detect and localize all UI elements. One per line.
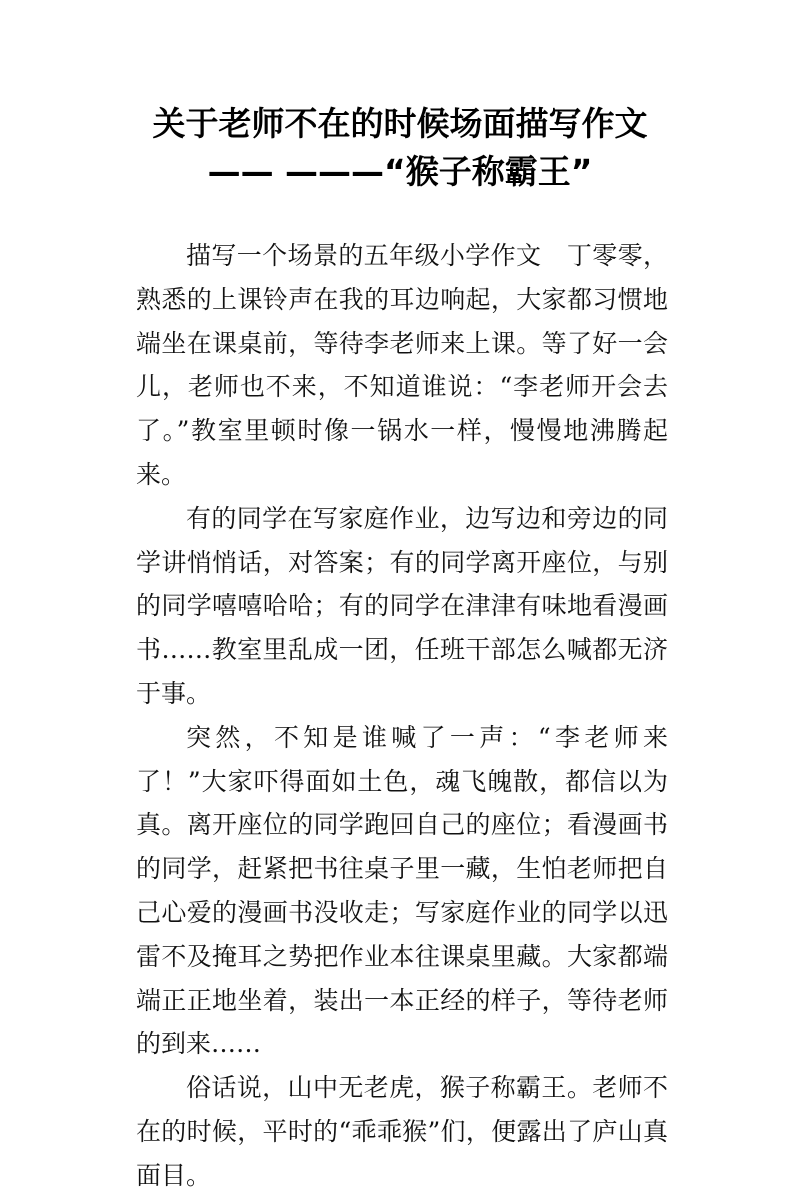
paragraph: 有的同学在写家庭作业，边写边和旁边的同学讲悄悄话，对答案；有的同学离开座位，与别的同学嘻嘻哈哈；有的同学在津津有味地看漫画书……教室里乱成一团，任班干部怎么喊都无济于事。 xyxy=(136,503,668,708)
paragraph: 描写一个场景的五年级小学作文 丁零零，熟悉的上课铃声在我的耳边响起，大家都习惯地端坐在课桌前，等待李老师来上课。等了好一会儿，老师也不来，不知道谁说：“李老师开会去了。”教室里顿时像一锅水一样，慢慢地沸腾起来。 xyxy=(136,241,668,489)
document-title: 关于老师不在的时候场面描写作文 —— ———“猴子称霸王” xyxy=(152,104,648,191)
paragraph: 突然，不知是谁喊了一声：“李老师来了！”大家吓得面如土色，魂飞魄散，都信以为真。离开座位的同学跑回自己的座位；看漫画书的同学，赶紧把书往桌子里一藏，生怕老师把自己心爱的漫画书没收走；写家庭作业的同学以迅雷不及掩耳之势把作业本往课桌里藏。大家都端端正正地坐着，装出一本正经的样子，等待老师的到来…… xyxy=(136,722,668,1059)
paragraph: 俗话说，山中无老虎，猴子称霸王。老师不在的时候，平时的“乖乖猴”们，便露出了庐山真面目。 xyxy=(136,1073,668,1190)
document-body xyxy=(136,234,668,1198)
